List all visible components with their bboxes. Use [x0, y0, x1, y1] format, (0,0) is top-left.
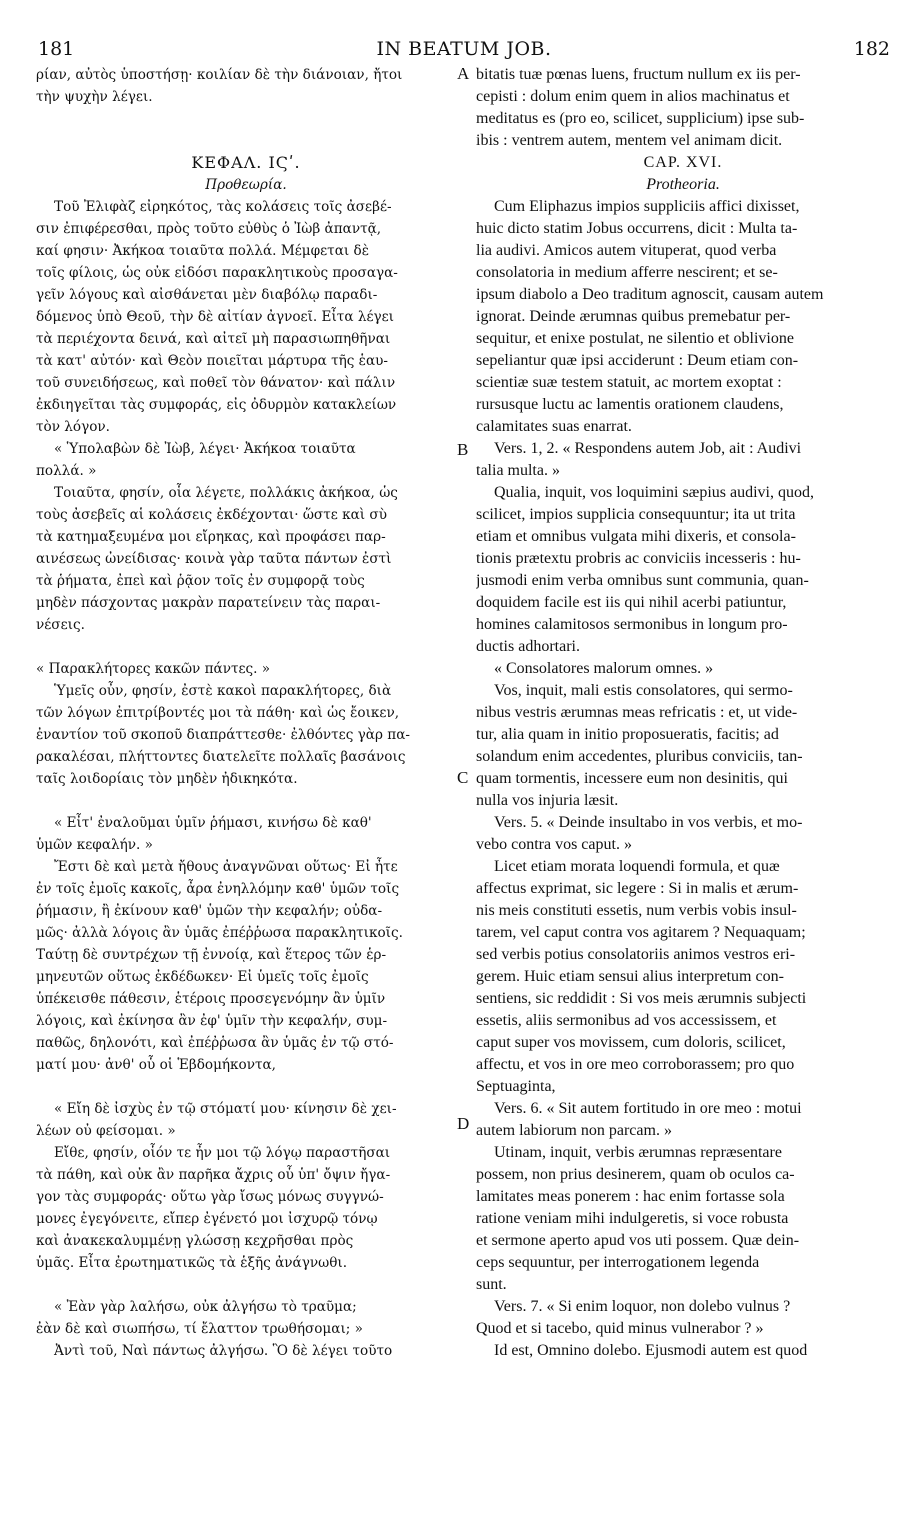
latin-line: homines calamitosos sermonibus in longum pro- — [476, 616, 788, 633]
latin-line: affectu, et vos in ore meo corroborassem; pro quo — [476, 1056, 795, 1073]
greek-line: λόγοις, καὶ ἐκίνησα ἂν ἐφ' ὑμῖν τὴν κεφαλήν, συμ- — [36, 1013, 388, 1029]
greek-line: τὴν ψυχὴν λέγει. — [36, 89, 153, 105]
greek-line: ματί μου· ἀνθ' οὗ οἱ Ἑβδομήκοντα, — [36, 1057, 277, 1073]
blank-line — [36, 1076, 456, 1098]
blank-line — [36, 108, 456, 130]
latin-line: Quod et si tacebo, quid minus vulnerabor ? » — [476, 1320, 764, 1337]
chapter-heading-latin: CAP. XVI. — [643, 154, 723, 171]
greek-line: Ἀντὶ τοῦ, Ναὶ πάντως ἀλγήσω. Ὃ δὲ λέγει τοῦτο — [54, 1343, 393, 1359]
greek-line: μηδὲν πάσχοντας μακρὰν παρατείνειν τὰς παραι- — [36, 595, 381, 611]
latin-line: et sermone aperto apud vos uti possem. Quæ dein- — [476, 1232, 800, 1249]
greek-line: ὑμᾶς. Εἶτα ἐρωτηματικῶς τὰ ἑξῆς ἀνάγνωθι. — [36, 1255, 348, 1271]
latin-line: vebo contra vos caput. » — [476, 836, 632, 853]
latin-verse-lemma: Vers. 1, 2. « Respondens autem Job, ait : Audivi — [494, 440, 802, 457]
latin-line: autem labiorum non parcam. » — [476, 1122, 672, 1139]
greek-line: ἐὰν δὲ καὶ σιωπήσω, τί ἔλαττον τρωθήσομαι; » — [36, 1321, 363, 1337]
latin-verse-lemma: Vers. 7. « Si enim loquor, non dolebo vulnus ? — [494, 1298, 791, 1315]
latin-line: gerem. Huic etiam sensui alius interpretum con- — [476, 968, 784, 985]
latin-line: lamitates meas ponerem : hac enim fortasse sola — [476, 1188, 785, 1205]
greek-line: τοῖς φίλοις, ὡς οὐκ εἰδόσι παρακλητικοὺς προσαγα- — [36, 265, 398, 281]
greek-line: ταῖς λοιδορίαις τὸν μηδὲν ἠδικηκότα. — [36, 771, 298, 787]
latin-line: tionis prætextu probris ac conviciis incesseris : hu- — [476, 550, 801, 567]
greek-line: πολλά. » — [36, 463, 97, 479]
greek-verse-lemma: « Ὑπολαβὼν δὲ Ἰὼβ, λέγει· Ἀκήκοα τοιαῦτα — [54, 441, 356, 457]
latin-line: doquidem facile est iis qui nihil acerbi patiuntur, — [476, 594, 787, 611]
latin-line: Id est, Omnino dolebo. Ejusmodi autem est quod — [494, 1342, 808, 1359]
greek-line: παθῶς, δηλονότι, καὶ ἐπέῤῥωσα ἂν ὑμᾶς ἐν τῷ στό- — [36, 1035, 394, 1051]
greek-verse-lemma: « Παρακλήτορες κακῶν πάντες. » — [36, 661, 271, 677]
blank-line — [36, 130, 456, 152]
margin-marker-a: A — [457, 64, 470, 83]
latin-line: scientiæ suæ testem statuit, ac mortem exoptat : — [476, 374, 782, 391]
latin-line: affectus exprimat, sic legere : Si in malis et ærum- — [476, 880, 799, 897]
latin-line: sed verbis potius consolatoriis animos vestros eri- — [476, 946, 796, 963]
latin-line: possem, non prius desinerem, quam ob oculos ca- — [476, 1166, 795, 1183]
latin-line: tur, alia quam in initio proposueratis, facitis; ad — [476, 726, 779, 743]
latin-line: jusmodi enim verba omnibus sunt communia, quan- — [476, 572, 809, 589]
latin-line: sunt. — [476, 1276, 507, 1293]
latin-line: Qualia, inquit, vos loquimini sæpius audivi, quod, — [494, 484, 814, 501]
greek-line: ρίαν, αὐτὸς ὑποστήσῃ· κοιλίαν δὲ τὴν διάνοιαν, ἤτοι — [36, 67, 403, 83]
latin-line: ratione veniam mihi indulgeretis, si voce robusta — [476, 1210, 789, 1227]
latin-line: Licet etiam morata loquendi formula, et quæ — [494, 858, 780, 875]
latin-line: ipsum diabolo a Deo traditum agnoscit, causam autem — [476, 286, 824, 303]
latin-line: ceps sequuntur, per interrogationem legenda — [476, 1254, 760, 1271]
greek-line: καί φησιν· Ἀκήκοα τοιαῦτα πολλά. Μέμφεται δὲ — [36, 243, 370, 259]
chapter-heading-greek: ΚΕΦΑΛ. ΙϚʹ. — [191, 153, 301, 172]
greek-line: Ὑμεῖς οὖν, φησίν, ἐστὲ κακοὶ παρακλήτορες, διὰ — [54, 683, 392, 699]
greek-line: Εἴθε, φησίν, οἷόν τε ἦν μοι τῷ λόγῳ παραστῆσαι — [54, 1145, 391, 1161]
greek-line: μῶς· ἀλλὰ λόγοις ἂν ὑμᾶς ἐπέῤῥωσα παρακλητικοῖς. — [36, 925, 403, 941]
latin-line: cepisti : dolum enim quem in alios machinatus et — [476, 88, 790, 105]
latin-line: ignorat. Deinde ærumnas quibus premebatur per- — [476, 308, 791, 325]
latin-verse-lemma: Vers. 5. « Deinde insultabo in vos verbis, et mo- — [494, 814, 803, 831]
greek-line: τὰ κατημαξευμένα μοι εἴρηκας, καὶ προφάσει παρ- — [36, 529, 386, 545]
latin-line: talia multa. » — [476, 462, 560, 479]
latin-line: bitatis tuæ pœnas luens, fructum nullum ex iis per- — [476, 66, 801, 83]
latin-line: consolatoria in medium afferre nescirent; et se- — [476, 264, 778, 281]
greek-line: τοὺς ἀσεβεῖς αἱ κολάσεις ἐκδέχονται· ὥστε καὶ σὺ — [36, 507, 387, 523]
greek-line: ἐκδιηγεῖται τὰς συμφοράς, εἰς ὀδυρμὸν κατακλείων — [36, 397, 397, 413]
greek-column — [36, 64, 456, 1362]
greek-line: Ἔστι δὲ καὶ μετὰ ἤθους ἀναγνῶναι οὕτως· Εἰ ἦτε — [54, 859, 398, 875]
blank-line — [36, 790, 456, 812]
latin-line: lia audivi. Amicos autem vituperat, quod verba — [476, 242, 777, 259]
greek-line: τοῦ συνειδήσεως, καὶ ποθεῖ τὸν θάνατον· καὶ πάλιν — [36, 375, 396, 391]
latin-line: Septuaginta, — [476, 1078, 556, 1095]
greek-line: ὑπέκεισθε πάθεσιν, ἑτέροις προσεγενόμην ἂν ὑμῖν — [36, 991, 386, 1007]
greek-line: ἐναντίον τοῦ σκοποῦ διαπράττεσθε· ἐλθόντες γὰρ πα- — [36, 727, 410, 743]
latin-line: nis meis constituti essetis, num verbis vobis insul- — [476, 902, 797, 919]
latin-line: ibis : ventrem autem, mentem vel animam dicit. — [476, 132, 783, 149]
greek-line: τὸν λόγον. — [36, 419, 110, 435]
latin-line: quam tormentis, incessere eum non desinitis, qui — [476, 770, 788, 787]
greek-line: γον τὰς συμφοράς· οὕτω γὰρ ἴσως μόνως συγγνώ- — [36, 1189, 384, 1205]
latin-line: scilicet, impios supplicia consequuntur; ita ut trita — [476, 506, 796, 523]
greek-line: ἐν τοῖς ἐμοῖς κακοῖς, ἆρα ἐνηλλόμην καθ' ὑμῶν τοῖς — [36, 881, 400, 897]
protheoria-heading-greek: Προθεωρία. — [205, 177, 287, 193]
greek-line: λέων οὐ φείσομαι. » — [36, 1123, 176, 1139]
greek-verse-lemma: « Ἐὰν γὰρ λαλήσω, οὐκ ἀλγήσω τὸ τραῦμα; — [54, 1299, 357, 1315]
page-number-right: 182 — [853, 38, 890, 60]
greek-line: Ταύτῃ δὲ συντρέχων τῇ ἐννοίᾳ, καὶ ἕτερος τῶν ἑρ- — [36, 947, 387, 963]
latin-line: ductis adhortari. — [476, 638, 580, 655]
greek-line: τὰ ῥήματα, ἐπεὶ καὶ ῥᾷον τοῖς ἐν συμφορᾷ τοὺς — [36, 573, 365, 589]
latin-line: sentiens, sic reddidit : Si vos meis ærumnis subjecti — [476, 990, 807, 1007]
greek-line: μονες ἐγεγόνειτε, εἴπερ ἐγένετό μοι ἰσχυρῷ τόνῳ — [36, 1211, 378, 1227]
greek-verse-lemma: « Εἶτ' ἐναλοῦμαι ὑμῖν ῥήμασι, κινήσω δὲ καθ' — [54, 815, 372, 831]
greek-verse-lemma: « Εἴη δὲ ἰσχὺς ἐν τῷ στόματί μου· κίνησιν δὲ χει- — [54, 1101, 397, 1117]
greek-line: αινέσεως ὠνείδισας· κοινὰ γὰρ ταῦτα πάντων ἐστὶ — [36, 551, 392, 567]
latin-line: huic dicto statim Jobus occurrens, dicit : Multa ta- — [476, 220, 798, 237]
blank-line — [36, 1274, 456, 1296]
latin-verse-lemma: Vers. 6. « Sit autem fortitudo in ore meo : motui — [494, 1100, 802, 1117]
greek-line: δόμενος ὑπὸ Θεοῦ, τὴν δὲ αἰτίαν ἀγνοεῖ. Εἶτα λέγει — [36, 309, 394, 325]
running-title: IN BEATUM JOB. — [376, 38, 552, 60]
blank-line — [36, 636, 456, 658]
latin-line: meditatus es (pro eo, scilicet, supplicium) ipse sub- — [476, 110, 805, 127]
page-number-left: 181 — [38, 38, 75, 60]
greek-line: ρακαλέσαι, πλήττοντες διατελεῖτε πολλαῖς βασάνοις — [36, 749, 406, 765]
latin-line: calamitates suas enarrat. — [476, 418, 632, 435]
greek-line: Τοῦ Ἐλιφὰζ εἰρηκότος, τὰς κολάσεις τοῖς ἀσεβέ- — [54, 199, 392, 215]
latin-line: rursusque luctu ac lamentis orationem claudens, — [476, 396, 784, 413]
latin-line: etiam et omnibus vulgata mihi dixeris, et consola- — [476, 528, 796, 545]
greek-line: ῥήμασιν, ἢ ἐκίνουν καθ' ὑμῶν τὴν κεφαλήν; οὐδα- — [36, 903, 383, 919]
greek-line: τὰ κατ' αὐτόν· καὶ Θεὸν ποιεῖται μάρτυρα τῆς ἑαυ- — [36, 353, 388, 369]
running-header — [38, 38, 890, 62]
latin-column — [476, 64, 890, 1362]
latin-line: nibus vestris ærumnas meas refricatis : et, ut vide- — [476, 704, 798, 721]
greek-line: νέσεις. — [36, 617, 85, 633]
latin-line: essetis, aliis sermonibus ad vos accessissem, et — [476, 1012, 777, 1029]
latin-line: Cum Eliphazus impios suppliciis affici dixisset, — [494, 198, 800, 215]
greek-line: τῶν λόγων ἐπιτρίβοντές μοι τὰ πάθη· καὶ ὡς ἔοικεν, — [36, 705, 400, 721]
greek-line: μηνευτῶν οὕτως ἐκδέδωκεν· Εἰ ὑμεῖς τοῖς ἐμοῖς — [36, 969, 369, 985]
latin-verse-lemma: « Consolatores malorum omnes. » — [494, 660, 714, 677]
greek-line: ὑμῶν κεφαλήν. » — [36, 837, 153, 853]
margin-marker-b: B — [457, 440, 469, 459]
latin-line: Utinam, inquit, verbis ærumnas repræsentare — [494, 1144, 782, 1161]
greek-line: Τοιαῦτα, φησίν, οἷα λέγετε, πολλάκις ἀκήκοα, ὡς — [54, 485, 398, 501]
greek-line: τὰ πάθη, καὶ οὐκ ἂν παρῆκα ἄχρις οὗ ὑπ' ὄψιν ἤγα- — [36, 1167, 391, 1183]
latin-line: solandum enim accedentes, pluribus conviciis, tan- — [476, 748, 803, 765]
greek-line: καὶ ἀνακεκαλυμμένῃ γλώσσῃ κεχρῆσθαι πρὸς — [36, 1233, 354, 1249]
margin-marker-d: D — [457, 1114, 470, 1133]
latin-line: sepeliantur quæ ipsi acciderunt : Deum etiam con- — [476, 352, 799, 369]
latin-line: Vos, inquit, mali estis consolatores, qui sermo- — [494, 682, 793, 699]
latin-line: sequitur, et enixe postulat, ne silentio et oblivione — [476, 330, 794, 347]
margin-marker-c: C — [457, 768, 469, 787]
latin-line: tarem, vel caput contra vos agitarem ? Nequaquam; — [476, 924, 806, 941]
latin-line: nulla vos injuria læsit. — [476, 792, 619, 809]
protheoria-heading-latin: Protheoria. — [646, 176, 720, 193]
greek-line: σιν ἐπιφέρεσθαι, πρὸς τοῦτο εὐθὺς ὁ Ἰὼβ ἀπαντᾷ, — [36, 221, 382, 237]
greek-line: τὰ περιέχοντα δεινά, καὶ αἰτεῖ μὴ παρασιωπηθῆναι — [36, 331, 391, 347]
greek-line: γεῖν λόγους καὶ αἰσθάνεται μὲν διαβόλῳ παραδι- — [36, 287, 378, 303]
latin-line: caput super vos movissem, cum doloris, scilicet, — [476, 1034, 786, 1051]
